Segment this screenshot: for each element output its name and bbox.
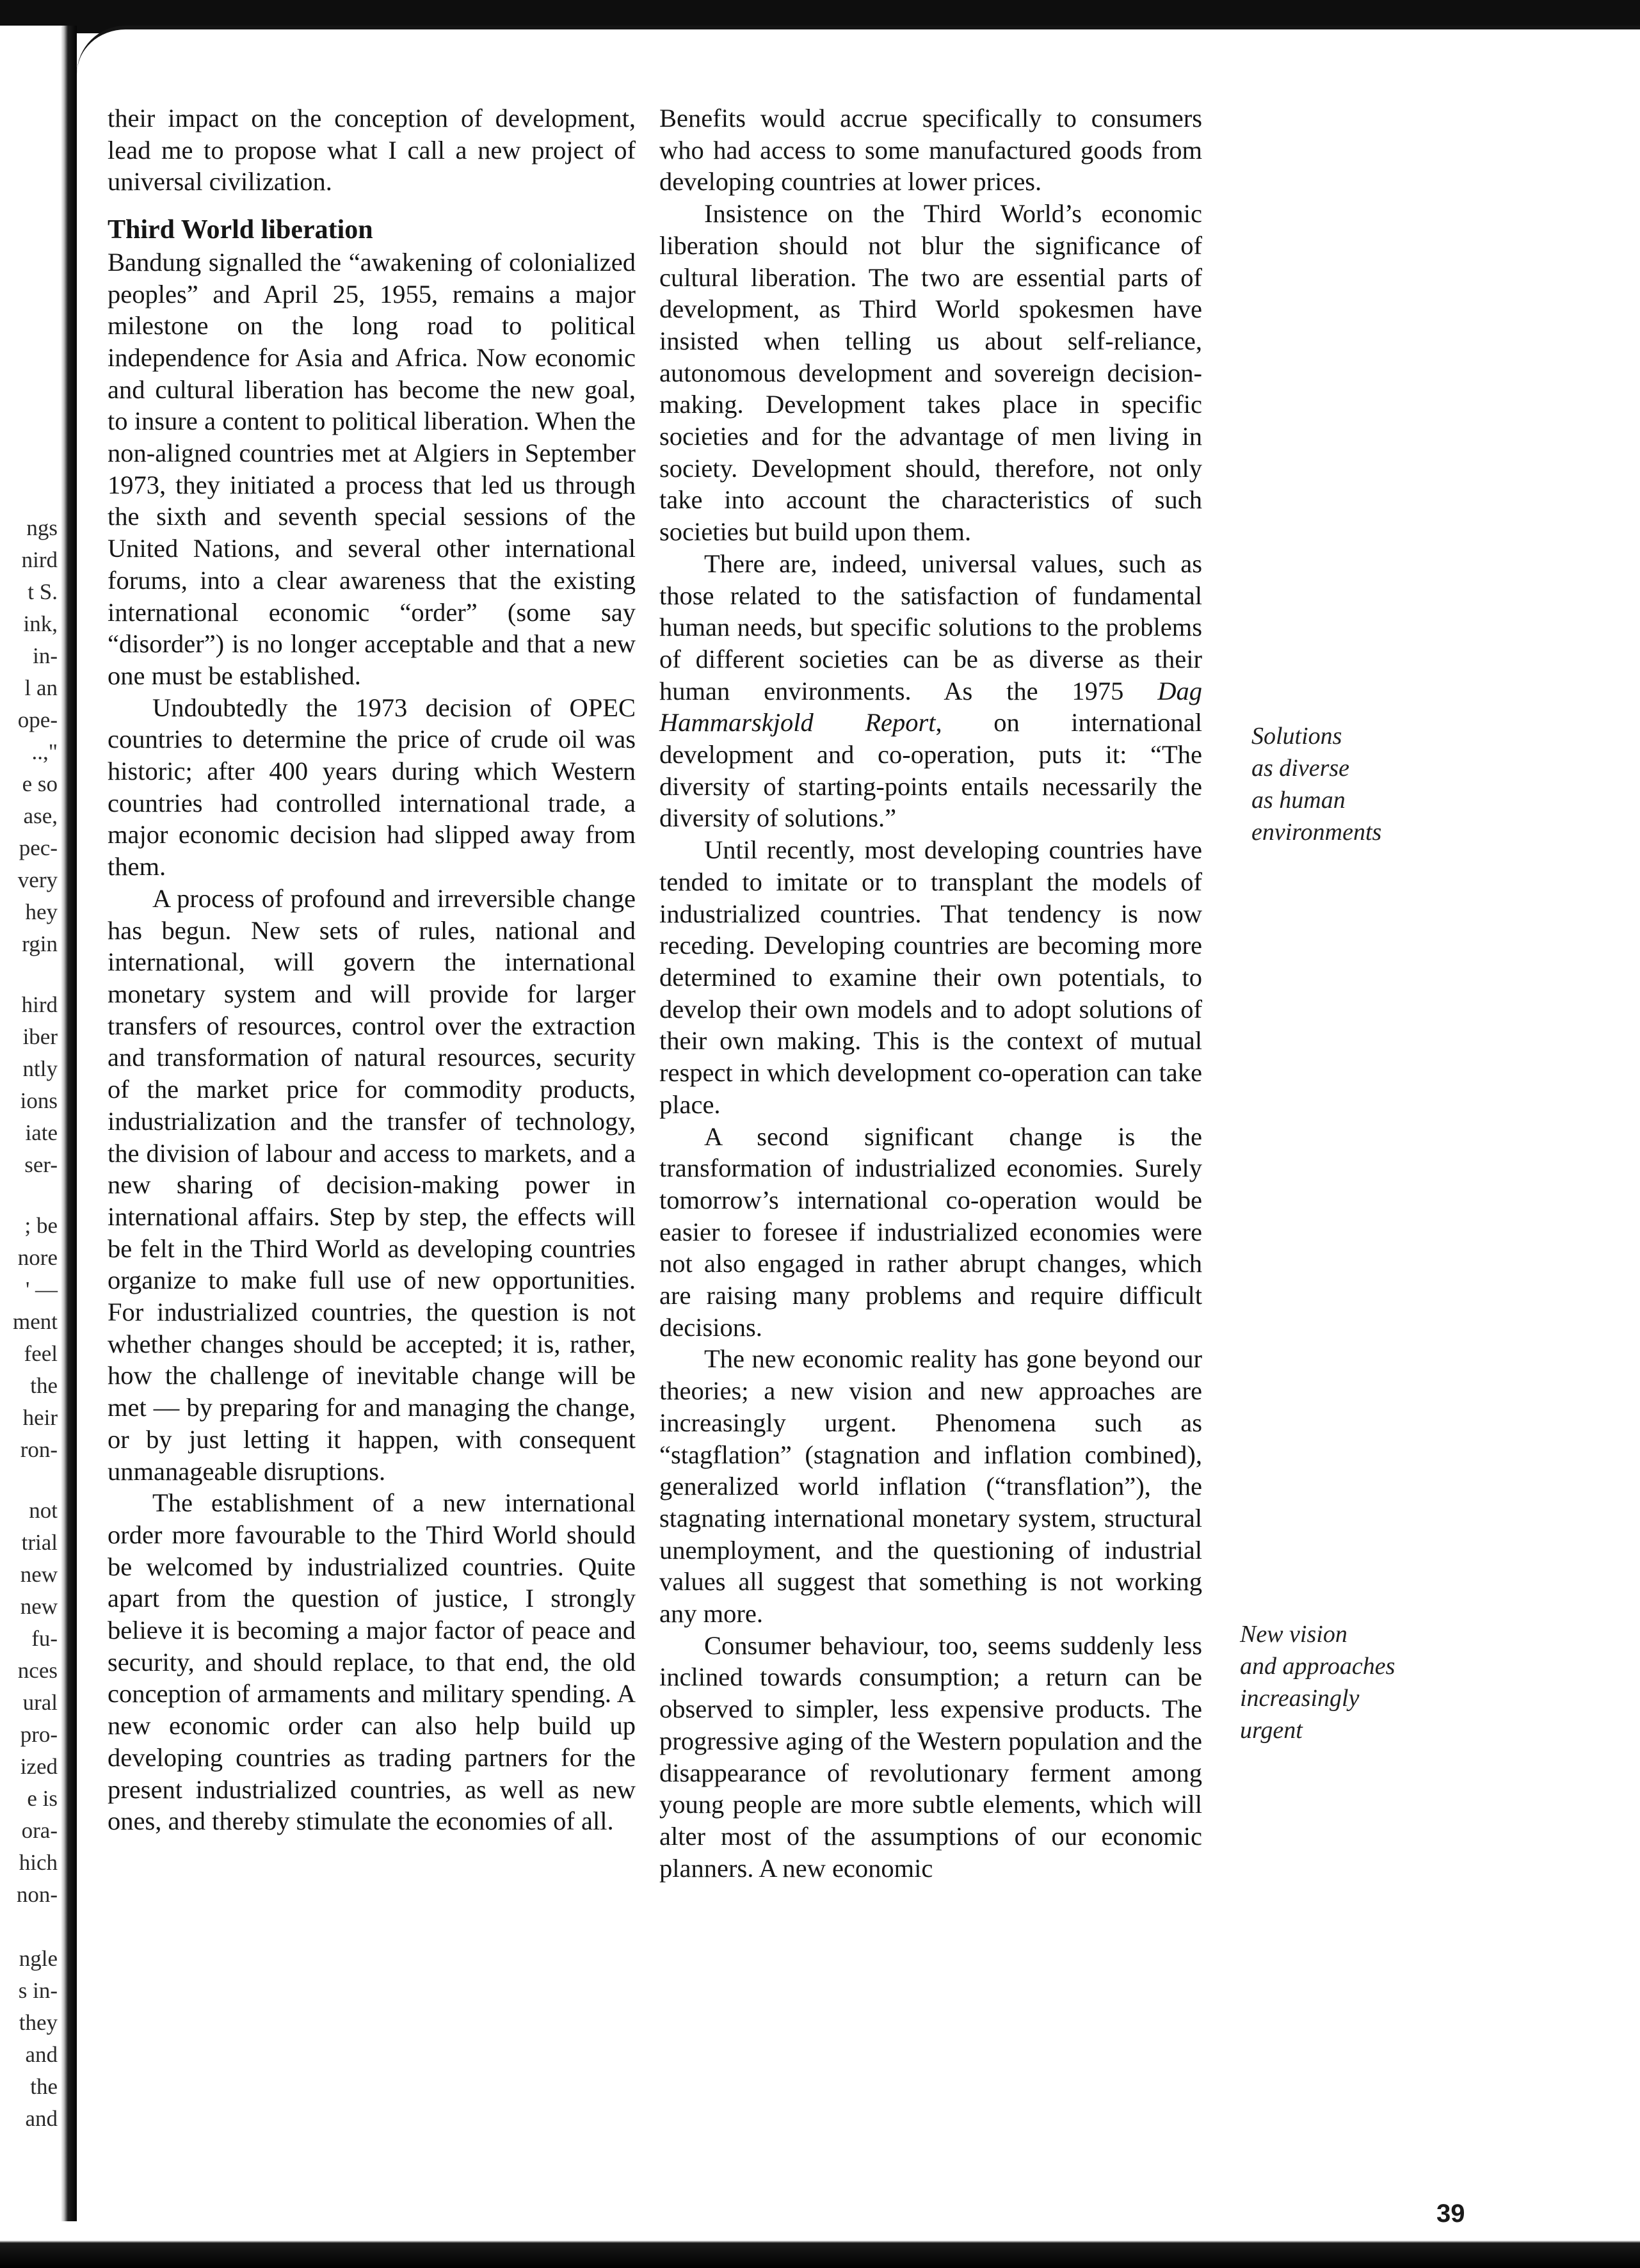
paragraph: Until recently, most developing countries have tended to imitate or to transplant the models of industrialized countries. That tendency is now receding. Developing countries are becoming more determined to examine their own potentials, to develop their own models and to adopt solutions of their own making. This is the context of mutual respect in which development co-operation can take place.	[659, 835, 1202, 1119]
fragment-text: in-	[33, 643, 58, 668]
margin-note-line: Solutions	[1251, 723, 1342, 750]
paragraph-text: , on international development and co-operation, puts it: “The diversity of starting-points entails necessarily the diversity of solutions.”	[659, 708, 1202, 833]
text-column-left	[108, 102, 636, 1837]
report-title: Dag Hammarskjold Report	[659, 676, 1202, 737]
fragment-text: e so	[22, 771, 58, 796]
fragment-text: heir	[22, 1405, 58, 1430]
intro-paragraph: their impact on the conception of development, lead me to propose what I call a new project of universal civilization.	[108, 104, 636, 197]
fragment-text: the	[30, 2074, 58, 2099]
fragment-text: hey	[25, 899, 58, 924]
fragment-text: rgin	[22, 931, 58, 956]
fragment-text: ser-	[24, 1152, 58, 1177]
paragraph: Bandung signalled the “awakening of colonialized peoples” and April 25, 1955, remains a major milestone on the long road to political independence for Asia and Africa. Now economic and cultural liberation has become the new goal, to insure a content to political liberation. When the non-aligned countries met at Algiers in September 1973, they initiated a process that led us through the sixth and seventh special sessions of the United Nations, and several other international forums, into a clear awareness that the existing international economic “order” (some say “disorder”) is no longer acceptable and that a new one must be established.	[108, 247, 636, 690]
fragment-text: ora-	[21, 1818, 58, 1843]
fragment-text: they	[19, 2010, 58, 2035]
fragment-text: the	[30, 1373, 58, 1398]
margin-note-line: New vision	[1240, 1621, 1347, 1648]
fragment-text: ized	[20, 1754, 58, 1779]
paragraph: Insistence on the Third World’s economic liberation should not blur the significance of cultural liberation. The two are essential parts of development, as Third World spokesmen have insisted when telling us about self-reliance, autonomous development and sovereign decision-making. Development takes place in specific societies and for the advantage of men living in society. Development should, therefore, not only take into account the characteristics of such societies but build upon them.	[659, 199, 1202, 547]
section-heading: Third World liberation	[108, 215, 373, 245]
page-top-curve	[77, 26, 1640, 74]
paragraph	[659, 548, 1202, 834]
fragment-text: ntly	[22, 1056, 58, 1081]
fragment-text: ..,"	[31, 739, 58, 764]
fragment-text: new	[20, 1594, 58, 1619]
fragment-text: l an	[24, 675, 58, 700]
paragraph: A process of profound and irreversible change has begun. New sets of rules, national and international, will govern the international monetary system and will provide for larger transfers of resources, control over the extraction and transformation of natural resources, security of the market price for commodity products, industrialization and the transfer of technology, the division of labour and access to markets, and a new sharing of decision-making power in international affairs. Step by step, the effects will be felt in the Third World as developing countries organize to make full use of new opportunities. For industrialized countries, the question is not whether changes should be accepted; it is, rather, how the challenge of inevitable change will be met — by preparing for and managing the change, or by just letting it happen, with consequent unmanageable disruptions.	[108, 883, 636, 1486]
fragment-text: ope-	[17, 707, 58, 732]
fragment-text: ions	[20, 1088, 58, 1113]
fragment-text: t S.	[28, 579, 58, 604]
margin-note-line: urgent	[1240, 1717, 1303, 1744]
fragment-text: fu-	[31, 1626, 58, 1651]
fragment-text: pec-	[19, 835, 58, 860]
margin-note-line: and approaches	[1240, 1653, 1395, 1680]
fragment-text: ase,	[23, 803, 58, 828]
fragment-text: nces	[17, 1658, 58, 1683]
fragment-text: ngle	[19, 1946, 58, 1971]
fragment-text: ron-	[20, 1437, 58, 1462]
fragment-text: non-	[16, 1882, 58, 1907]
paragraph: The establishment of a new international order more favourable to the Third World should be welcomed by industrialized countries. Quite apart from the question of justice, I strongly believe it is becoming a major factor of peace and security, and should replace, to that end, the old conception of armaments and military spending. A new economic order can also help build up developing countries as trading partners for the present industrialized countries, as well as new ones, and thereby stimulate the economies of all.	[108, 1488, 636, 1836]
fragment-text: trial	[21, 1530, 58, 1555]
fragment-text: not	[29, 1498, 58, 1523]
fragment-text: ' —	[25, 1277, 58, 1302]
fragment-text: nird	[21, 547, 58, 572]
margin-note-line: as human	[1251, 787, 1346, 814]
page-number: 39	[1436, 2200, 1465, 2228]
fragment-text: feel	[24, 1341, 58, 1366]
margin-note-line: environments	[1251, 819, 1382, 846]
fragment-text: hird	[21, 992, 58, 1017]
fragment-text: ment	[13, 1309, 58, 1334]
margin-note	[1240, 1618, 1395, 1746]
fragment-text: ink,	[23, 611, 58, 636]
margin-note-line: as diverse	[1251, 755, 1350, 782]
fragment-text: hich	[19, 1850, 58, 1875]
fragment-text: e is	[27, 1786, 58, 1811]
intro-paragraph: Benefits would accrue specifically to consumers who had access to some manufactured goods from developing countries at lower prices.	[659, 104, 1202, 197]
fragment-text: ; be	[24, 1213, 58, 1238]
fragment-text: nore	[17, 1245, 58, 1270]
paragraph: Consumer behaviour, too, seems suddenly less inclined towards consumption; a return can be observed to simpler, less expensive products. The progressive aging of the Western population and the disappearance of revolutionary ferment among young people are more subtle elements, which will alter most of the assumptions of our economic planners. A new economic	[659, 1630, 1202, 1883]
fragment-text: and	[25, 2042, 58, 2067]
text-column-right	[659, 102, 1202, 1884]
fragment-text: and	[25, 2106, 58, 2131]
fragment-text: new	[20, 1562, 58, 1587]
fragment-text: ural	[22, 1690, 58, 1715]
paragraph: Undoubtedly the 1973 decision of OPEC countries to determine the price of crude oil was historic; after 400 years during which Western countries had controlled international trade, a major economic decision had slipped away from them.	[108, 693, 636, 881]
margin-note-line: increasingly	[1240, 1685, 1360, 1712]
paragraph-text: There are, indeed, universal values, such as those related to the satisfaction of fundamental human needs, but specific solutions to the problems of different societies can be as diverse as their human environments. As the 1975	[659, 549, 1202, 705]
fragment-text: s in-	[18, 1978, 58, 2003]
paragraph: The new economic reality has gone beyond our theories; a new vision and new approaches are increasingly urgent. Phenomena such as “stagflation” (stagnation and inflation combined), generalized world inflation (“transflation”), the stagnating international monetary system, structural unemployment, and the questioning of industrial values all suggest that something is not working any more.	[659, 1344, 1202, 1629]
fragment-text: very	[17, 867, 58, 892]
paragraph: A second significant change is the transformation of industrialized economies. Surely tomorrow’s international co-operation would be easier to foresee if industrialized economies were not also engaged in rather abrupt changes, which are raising many problems and require difficult decisions.	[659, 1122, 1202, 1342]
fragment-text: iber	[22, 1024, 58, 1049]
fragment-text: ngs	[26, 515, 58, 540]
margin-note	[1251, 720, 1381, 848]
scan-bottom-edge	[0, 2221, 1640, 2268]
fragment-text: iate	[25, 1120, 58, 1145]
fragment-text: pro-	[20, 1722, 58, 1747]
